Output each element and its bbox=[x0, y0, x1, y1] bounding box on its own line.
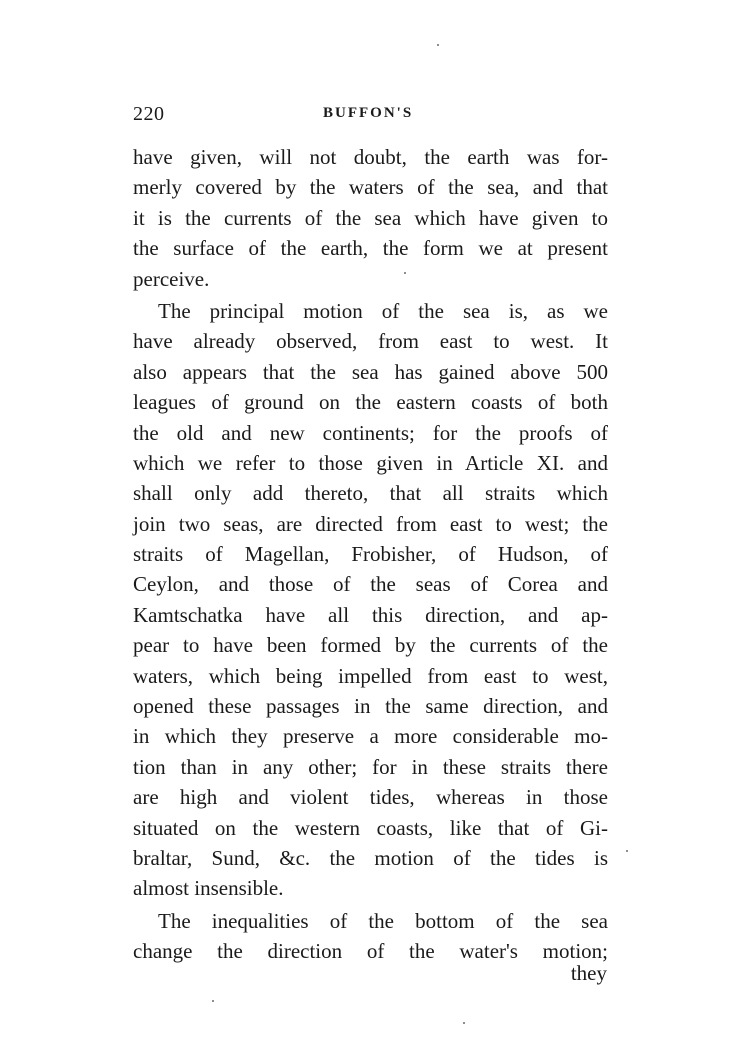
paragraph-2 bbox=[133, 296, 608, 904]
text-line: change the direction of the water's motion; bbox=[133, 939, 608, 964]
text-line: braltar, Sund, &c. the motion of the tides is bbox=[133, 845, 608, 870]
text-line: tion than in any other; for in these straits there bbox=[133, 754, 608, 779]
text-line: pear to have been formed by the currents of the bbox=[133, 633, 608, 658]
text-line: also appears that the sea has gained above 500 bbox=[133, 359, 608, 384]
text-line: waters, which being impelled from east to west, bbox=[133, 663, 608, 688]
catchword: they bbox=[570, 961, 607, 985]
text-line: leagues of ground on the eastern coasts of both bbox=[133, 390, 608, 415]
text-line: Ceylon, and those of the seas of Corea and bbox=[133, 572, 608, 597]
text-line: opened these passages in the same direction, and bbox=[133, 694, 608, 719]
text-line: the old and new continents; for the proofs of bbox=[133, 420, 608, 445]
text-line: The principal motion of the sea is, as we bbox=[158, 298, 608, 323]
text-line: join two seas, are directed from east to west; the bbox=[133, 511, 608, 536]
text-line: have given, will not doubt, the earth was for- bbox=[133, 145, 608, 169]
text-line: almost insensible. bbox=[133, 876, 284, 901]
text-line: merly covered by the waters of the sea, and that bbox=[133, 175, 608, 200]
text-line: The inequalities of the bottom of the sea bbox=[158, 908, 608, 933]
paper-speck bbox=[626, 850, 628, 852]
text-line: are high and violent tides, whereas in those bbox=[133, 785, 608, 810]
page-number: 220 bbox=[133, 103, 165, 125]
paragraph-3 bbox=[133, 906, 608, 967]
paper-speck bbox=[437, 44, 439, 46]
text-line: have already observed, from east to west. It bbox=[133, 329, 608, 354]
paper-speck bbox=[404, 272, 406, 274]
text-line: Kamtschatka have all this direction, and ap- bbox=[133, 602, 608, 627]
text-line: situated on the western coasts, like that of Gi- bbox=[133, 815, 608, 840]
text-line: the surface of the earth, the form we at present bbox=[133, 236, 608, 261]
running-head bbox=[133, 103, 613, 133]
text-line: perceive. bbox=[133, 266, 210, 291]
body-text bbox=[133, 142, 608, 969]
text-line: in which they preserve a more considerable mo- bbox=[133, 724, 608, 749]
paper-speck bbox=[212, 1000, 214, 1002]
text-line: shall only add thereto, that all straits which bbox=[133, 481, 608, 506]
paper-speck bbox=[463, 1022, 465, 1024]
text-line: which we refer to those given in Article XI. and bbox=[133, 450, 608, 475]
paragraph-1 bbox=[133, 142, 608, 294]
text-line: straits of Magellan, Frobisher, of Hudson, of bbox=[133, 542, 608, 567]
text-line: it is the currents of the sea which have given to bbox=[133, 205, 608, 230]
running-title: BUFFON'S bbox=[323, 105, 414, 121]
